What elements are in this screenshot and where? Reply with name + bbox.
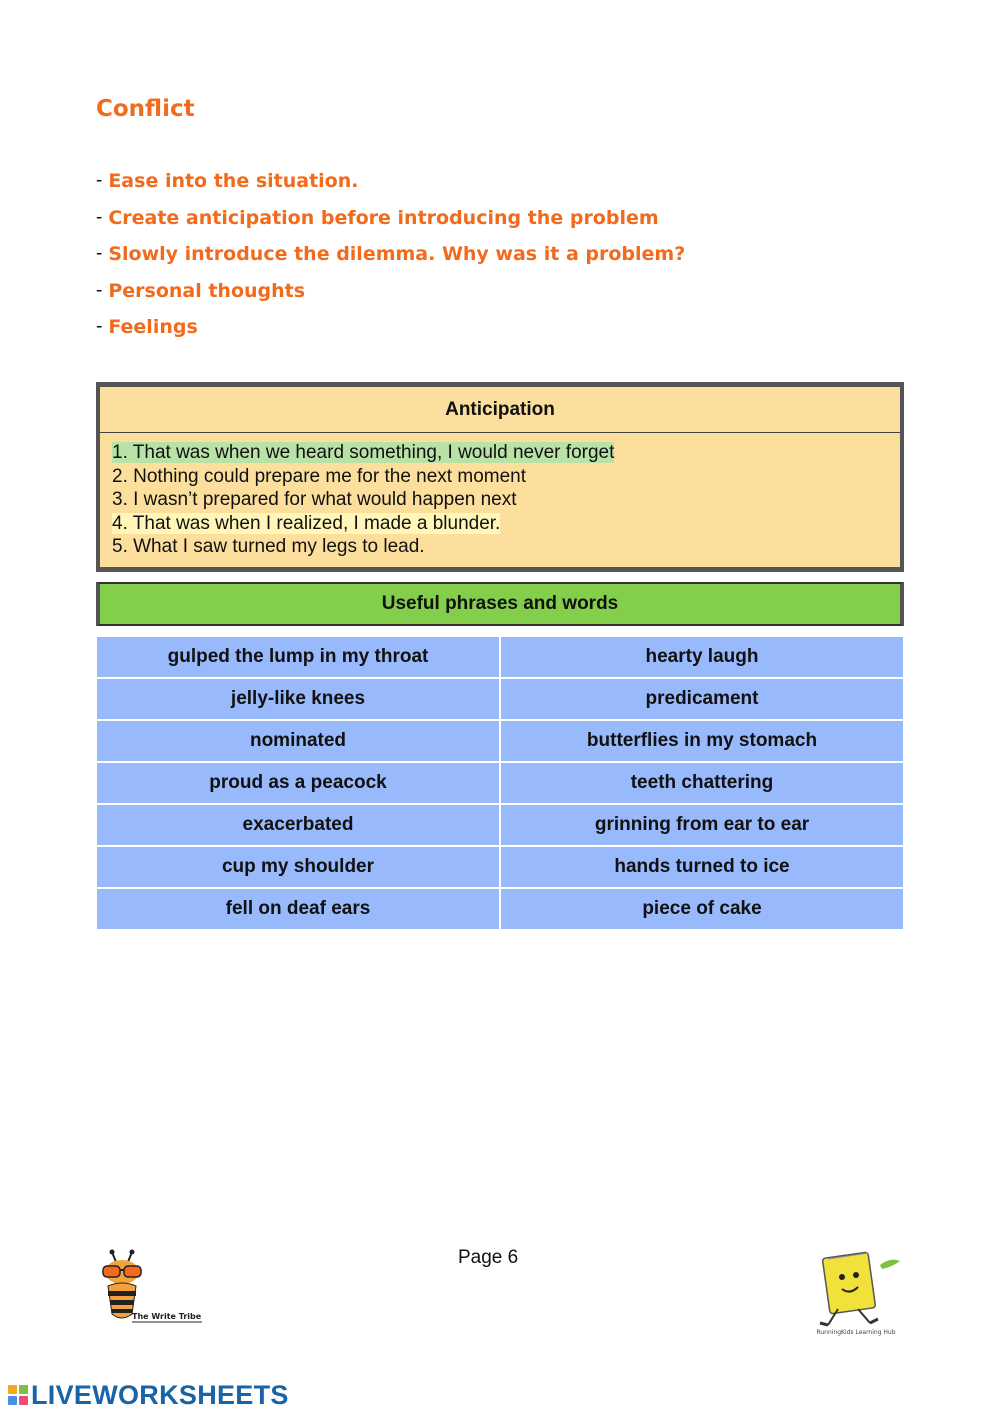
- tip-text: Ease into the situation.: [108, 170, 359, 193]
- table-cell: exacerbated: [97, 805, 499, 845]
- table-cell: predicament: [501, 679, 903, 719]
- anticipation-title: Anticipation: [100, 387, 900, 433]
- phrases-header: Useful phrases and words: [96, 582, 904, 626]
- anticipation-list: [100, 433, 900, 559]
- tip-text: Slowly introduce the dilemma. Why was it a problem?: [108, 243, 686, 266]
- logo-caption: The Write Tribe: [132, 1312, 202, 1321]
- list-item: [96, 200, 685, 237]
- table-cell: butterflies in my stomach: [501, 721, 903, 761]
- bullet-marker: -: [96, 279, 103, 301]
- bullet-marker: -: [96, 316, 103, 338]
- liveworksheets-icon: [8, 1385, 28, 1405]
- page-number: Page 6: [458, 1247, 519, 1268]
- logo-caption: RunningKids Learning Hub: [816, 1329, 896, 1336]
- watermark-text: LIVEWORKSHEETS: [31, 1379, 289, 1410]
- table-cell: nominated: [97, 721, 499, 761]
- item-text: 5. What I saw turned my legs to lead.: [112, 536, 425, 557]
- highlighted-text: 1. That was when we heard something, I would never forget: [112, 442, 615, 463]
- running-kids-logo: [810, 1245, 902, 1341]
- highlighted-text: 4. That was when I realized, I made a blunder.: [112, 512, 501, 534]
- table-cell: hearty laugh: [501, 637, 903, 677]
- tip-text: Feelings: [108, 316, 198, 339]
- list-item: [112, 441, 900, 465]
- table-cell: cup my shoulder: [97, 847, 499, 887]
- list-item: [96, 236, 685, 273]
- list-item: [112, 488, 900, 512]
- list-item: [112, 465, 900, 489]
- table-cell: piece of cake: [501, 889, 903, 929]
- table-cell: gulped the lump in my throat: [97, 637, 499, 677]
- anticipation-box: [96, 382, 904, 572]
- table-cell: jelly-like knees: [97, 679, 499, 719]
- write-tribe-logo: [98, 1248, 208, 1328]
- table-cell: fell on deaf ears: [97, 889, 499, 929]
- phrases-table: [97, 637, 903, 929]
- list-item: [112, 535, 900, 559]
- table-cell: proud as a peacock: [97, 763, 499, 803]
- list-item: [112, 512, 900, 536]
- table-cell: grinning from ear to ear: [501, 805, 903, 845]
- list-item: [96, 309, 685, 346]
- tips-list: [96, 163, 685, 346]
- tip-text: Create anticipation before introducing the problem: [108, 206, 659, 229]
- bullet-marker: -: [96, 206, 103, 228]
- tip-text: Personal thoughts: [108, 279, 306, 302]
- item-text: 2. Nothing could prepare me for the next moment: [112, 465, 527, 487]
- table-cell: hands turned to ice: [501, 847, 903, 887]
- page-title: Conflict: [96, 96, 195, 122]
- bullet-marker: -: [96, 170, 103, 192]
- item-text: 3. I wasn’t prepared for what would happen next: [112, 489, 517, 510]
- table-cell: teeth chattering: [501, 763, 903, 803]
- liveworksheets-watermark: [8, 1380, 289, 1410]
- list-item: [96, 163, 685, 200]
- list-item: [96, 273, 685, 310]
- bullet-marker: -: [96, 243, 103, 265]
